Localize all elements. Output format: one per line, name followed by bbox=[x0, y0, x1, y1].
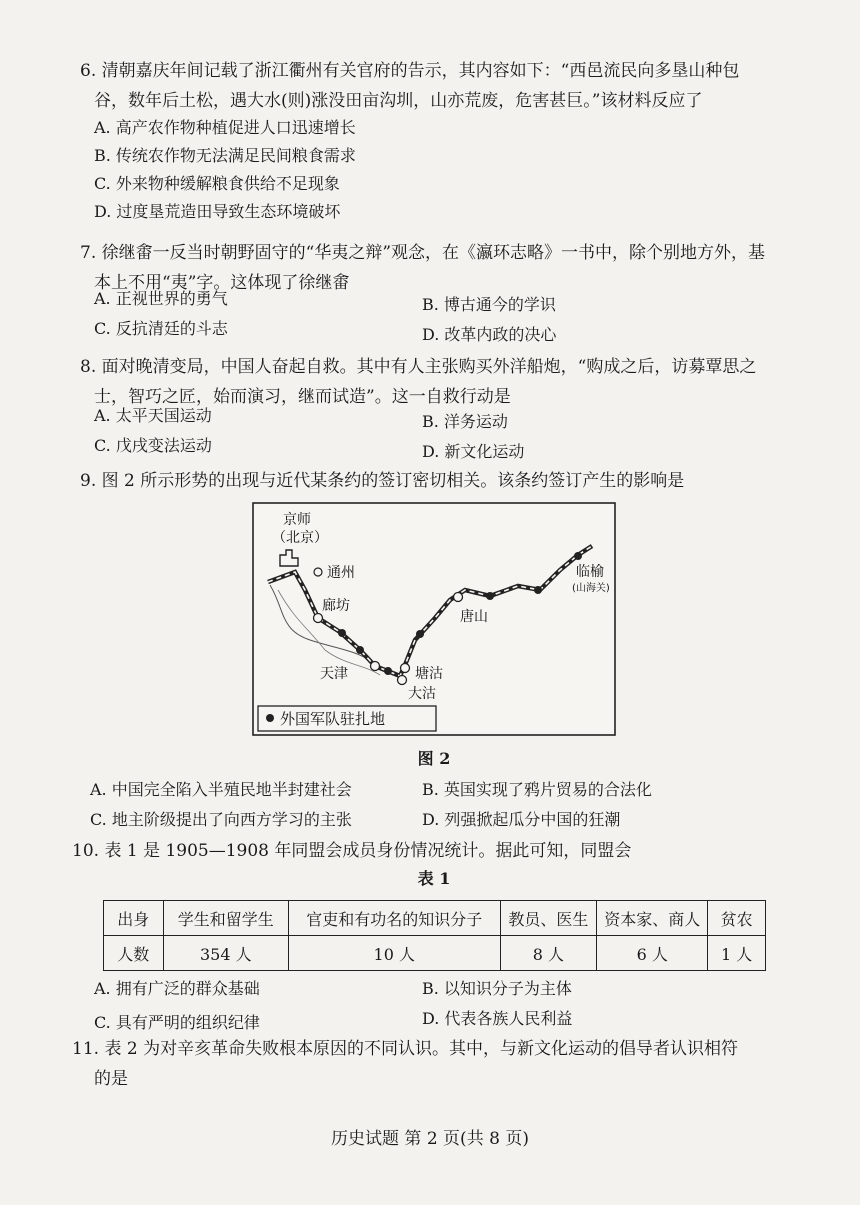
table-1 bbox=[103, 900, 766, 971]
table-cell: 8 人 bbox=[500, 936, 597, 971]
legend-label: 外国军队驻扎地 bbox=[280, 710, 386, 728]
dot-langfang bbox=[314, 614, 323, 623]
question-10 bbox=[72, 836, 772, 866]
troop-dot-3 bbox=[384, 667, 392, 675]
label-tanggu: 塘沽 bbox=[415, 666, 443, 682]
q6-option-c: C. 外来物种缓解粮食供给不足现象 bbox=[94, 174, 340, 193]
q11-stem-line2: 的是 bbox=[94, 1069, 128, 1089]
q9-option-c: C. 地主阶级提出了向西方学习的主张 bbox=[90, 810, 352, 829]
dot-tangshan bbox=[454, 593, 463, 602]
label-tianjin: 天津 bbox=[320, 666, 348, 682]
troop-dot-7 bbox=[574, 552, 582, 560]
dot-dagu bbox=[398, 676, 407, 685]
table-cell: 6 人 bbox=[597, 936, 708, 971]
q9-option-d: D. 列强掀起瓜分中国的狂潮 bbox=[422, 810, 621, 829]
q8-option-b: B. 洋务运动 bbox=[422, 412, 508, 431]
page-footer: 历史试题 第 2 页(共 8 页) bbox=[331, 1129, 529, 1149]
figure-2-caption: 图 2 bbox=[417, 749, 451, 768]
label-shanhaiguan: (山海关) bbox=[572, 583, 610, 594]
table-cell: 1 人 bbox=[708, 936, 766, 971]
troop-dot-2 bbox=[356, 646, 364, 654]
table-header-cell: 学生和留学生 bbox=[163, 901, 288, 936]
q9-option-a: A. 中国完全陷入半殖民地半封建社会 bbox=[90, 780, 352, 799]
q10-option-d: D. 代表各族人民利益 bbox=[422, 1009, 573, 1028]
q6-option-a: A. 高产农作物种植促进人口迅速增长 bbox=[94, 118, 356, 137]
q7-stem-line2: 本上不用“夷”字。这体现了徐继畬 bbox=[94, 273, 350, 293]
table-header-cell: 资本家、商人 bbox=[597, 901, 708, 936]
q8-option-c: C. 戊戌变法运动 bbox=[94, 436, 212, 455]
label-beijing-sub: （北京） bbox=[272, 530, 328, 546]
q8-option-a: A. 太平天国运动 bbox=[94, 406, 212, 425]
troop-dot-6 bbox=[534, 586, 542, 594]
troop-dot-1 bbox=[338, 629, 346, 637]
q8-option-d: D. 新文化运动 bbox=[422, 442, 525, 461]
q6-stem-line2: 谷，数年后土松，遇大水(则)涨没田亩沟圳，山亦荒废，危害甚巨。”该材料反应了 bbox=[94, 91, 703, 111]
table-cell: 10 人 bbox=[289, 936, 500, 971]
label-dagu: 大沽 bbox=[408, 686, 436, 702]
q10-option-c: C. 具有严明的组织纪律 bbox=[94, 1013, 260, 1032]
table-row bbox=[104, 936, 766, 971]
q10-option-a: A. 拥有广泛的群众基础 bbox=[94, 979, 260, 998]
legend-dot bbox=[266, 714, 274, 722]
label-langfang: 廊坊 bbox=[322, 598, 350, 614]
table-header-cell: 教员、医生 bbox=[500, 901, 597, 936]
q7-option-b: B. 博古通今的学识 bbox=[422, 295, 556, 314]
q10-option-b: B. 以知识分子为主体 bbox=[422, 979, 572, 998]
table-cell: 人数 bbox=[104, 936, 164, 971]
table-header-cell: 贫农 bbox=[708, 901, 766, 936]
table-header-cell: 出身 bbox=[104, 901, 164, 936]
map-figure-2 bbox=[250, 500, 620, 740]
q9-stem-line1: 9. 图 2 所示形势的出现与近代某条约的签订密切相关。该条约签订产生的影响是 bbox=[80, 471, 685, 491]
dot-tongzhou bbox=[314, 568, 322, 576]
q9-option-b: B. 英国实现了鸦片贸易的合法化 bbox=[422, 780, 652, 799]
q11-stem-line1: 11. 表 2 为对辛亥革命失败根本原因的不同认识。其中，与新文化运动的倡导者认识相符 bbox=[72, 1039, 739, 1059]
q7-stem-line1: 7. 徐继畬一反当时朝野固守的“华夷之辩”观念，在《瀛环志略》一书中，除个别地方外，基 bbox=[80, 243, 766, 263]
label-tongzhou: 通州 bbox=[327, 565, 355, 581]
dot-tanggu bbox=[401, 664, 410, 673]
table-1-caption: 表 1 bbox=[417, 869, 451, 888]
question-9 bbox=[80, 466, 780, 496]
q6-option-b: B. 传统农作物无法满足民间粮食需求 bbox=[94, 146, 356, 165]
table-cell: 354 人 bbox=[163, 936, 288, 971]
q8-stem-line2: 士，智巧之匠，始而演习，继而试造”。这一自救行动是 bbox=[94, 387, 511, 407]
q6-stem-line1: 6. 清朝嘉庆年间记载了浙江衢州有关官府的告示，其内容如下：“西邑流民向多垦山种包 bbox=[80, 61, 740, 81]
q6-option-d: D. 过度垦荒造田导致生态环境破坏 bbox=[94, 202, 341, 221]
troop-dot-5 bbox=[486, 592, 494, 600]
label-tangshan: 唐山 bbox=[460, 609, 488, 625]
label-linyu: 临榆 bbox=[576, 564, 604, 580]
q7-option-c: C. 反抗清廷的斗志 bbox=[94, 319, 228, 338]
q7-option-d: D. 改革内政的决心 bbox=[422, 325, 557, 344]
q8-stem-line1: 8. 面对晚清变局，中国人奋起自救。其中有人主张购买外洋船炮，“购成之后，访募覃思之 bbox=[80, 357, 757, 377]
label-beijing: 京师 bbox=[283, 512, 311, 528]
table-header-row bbox=[104, 901, 766, 936]
q10-stem-line1: 10. 表 1 是 1905—1908 年同盟会成员身份情况统计。据此可知，同盟会 bbox=[72, 841, 632, 861]
q7-option-a: A. 正视世界的勇气 bbox=[94, 289, 228, 308]
troop-dot-4 bbox=[416, 630, 424, 638]
table-header-cell: 官吏和有功名的知识分子 bbox=[289, 901, 500, 936]
question-11 bbox=[72, 1034, 782, 1094]
question-6 bbox=[80, 56, 780, 116]
dot-tianjin bbox=[371, 662, 380, 671]
